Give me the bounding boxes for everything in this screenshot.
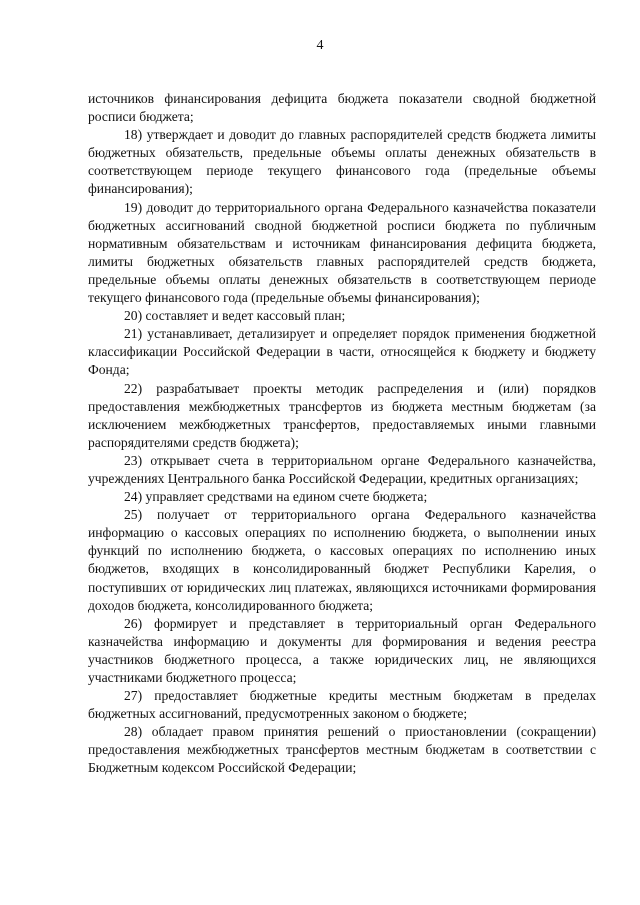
paragraph-item-25: 25) получает от территориального органа Федерального казначейства информацию о кассовых операциях по исполнению бюджета, о выполнении иных функций по исполнению бюджета, о кассовых операциях по исполнению иных бюджетов, входящих в консолидированный бюджет Республики Карелия, о поступивших от юридических лиц платежах, являющихся источниками формирования доходов бюджета, консолидированного бюджета; bbox=[88, 507, 596, 613]
paragraph-item-20: 20) составляет и ведет кассовый план; bbox=[124, 308, 346, 324]
paragraph-item-22: 22) разрабатывает проекты методик распределения и (или) порядков предоставления межбюджетных трансфертов из бюджета местным бюджетам (за исключением межбюджетных трансфертов, предоставляемых иными главными распорядителями средств бюджета); bbox=[88, 380, 596, 450]
page-number: 4 bbox=[316, 38, 324, 53]
paragraph-item-27: 27) предоставляет бюджетные кредиты местным бюджетам в пределах бюджетных ассигнований, предусмотренных законом о бюджете; bbox=[88, 688, 596, 722]
paragraph-continuation: источников финансирования дефицита бюджета показатели сводной бюджетной росписи бюджета; bbox=[88, 91, 596, 125]
paragraph-item-24: 24) управляет средствами на едином счете бюджета; bbox=[124, 489, 428, 505]
paragraph-item-28: 28) обладает правом принятия решений о приостановлении (сокращении) предоставления межбюджетных трансфертов местным бюджетам в соответствии с Бюджетным кодексом Российской Федерации; bbox=[88, 724, 596, 776]
paragraph-item-23: 23) открывает счета в территориальном органе Федерального казначейства, учреждениях Центрального банка Российской Федерации, кредитных организациях; bbox=[88, 452, 596, 486]
paragraph-item-21: 21) устанавливает, детализирует и определяет порядок применения бюджетной классификации Российской Федерации в части, относящейся к бюджету и бюджету Фонда; bbox=[88, 326, 596, 378]
paragraph-item-26: 26) формирует и представляет в территориальный орган Федерального казначейства информацию и документы для формирования и ведения реестра участников бюджетного процесса, а также юридических лиц, не являющихся участниками бюджетного процесса; bbox=[88, 615, 596, 685]
paragraph-item-19: 19) доводит до территориального органа Федерального казначейства показатели бюджетных ассигнований сводной бюджетной росписи бюджета по публичным нормативным обязательствам и источникам финансирования дефицита бюджета, лимиты бюджетных обязательств главных распорядителей средств бюджета, предельные объемы оплаты денежных обязательств в соответствующем периоде текущего финансового года (предельные объемы финансирования); bbox=[88, 199, 596, 306]
paragraph-item-18: 18) утверждает и доводит до главных распорядителей средств бюджета лимиты бюджетных обязательств, предельные объемы оплаты денежных обязательств в соответствующем периоде текущего финансового года (предельные объемы финансирования); bbox=[88, 127, 596, 197]
document-body bbox=[88, 90, 596, 778]
